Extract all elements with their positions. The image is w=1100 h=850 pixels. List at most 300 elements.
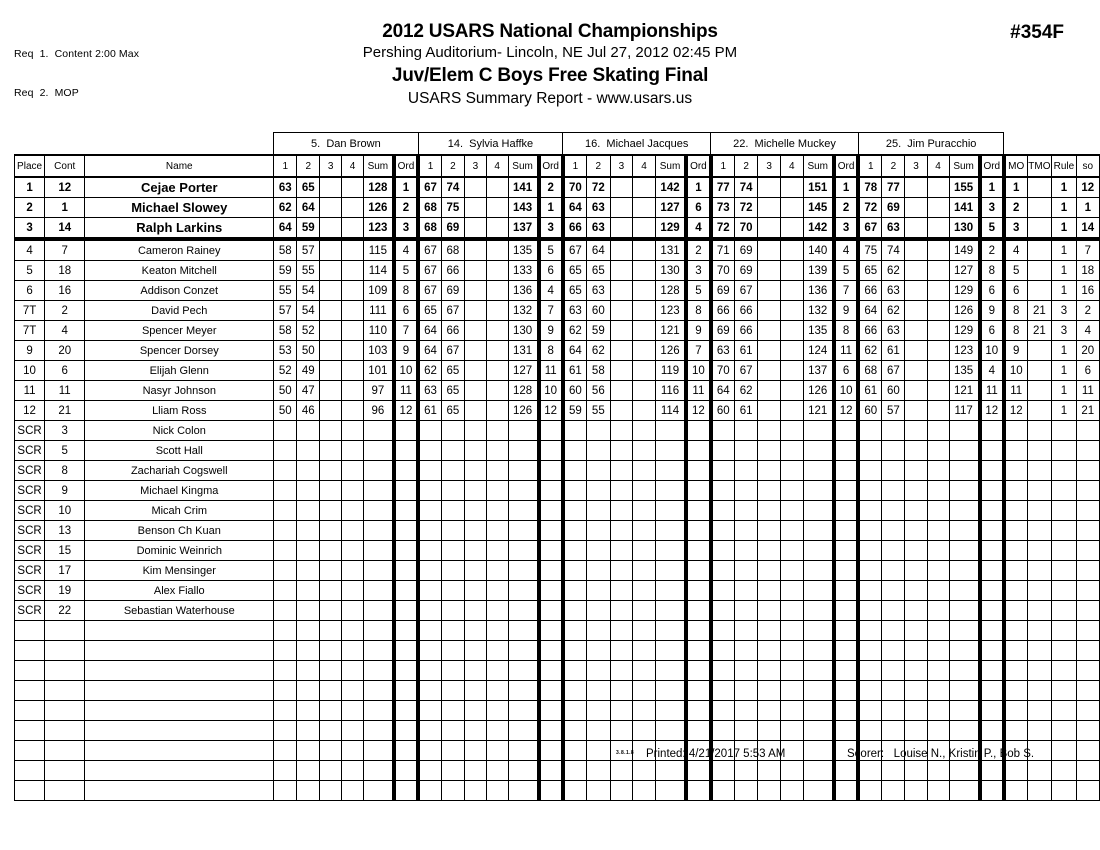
cell-j1-ord <box>394 581 418 601</box>
col-header-mo: MO <box>1004 155 1027 177</box>
cell-j1-s4 <box>342 781 364 801</box>
cell-j5-s1: 75 <box>858 239 881 261</box>
cell-j3-sum <box>655 501 686 521</box>
table-row[interactable] <box>15 239 1100 261</box>
col-header-j4-ord: Ord <box>834 155 858 177</box>
cell-j5-sum <box>949 641 980 661</box>
cell-j5-sum: 141 <box>949 198 980 218</box>
cell-j3-s4 <box>633 621 656 641</box>
cell-cont: 20 <box>45 341 85 361</box>
cell-j4-sum <box>803 561 834 581</box>
cell-j5-s4 <box>927 481 949 501</box>
cell-j1-ord <box>394 501 418 521</box>
cell-j4-ord: 4 <box>834 239 858 261</box>
table-row[interactable] <box>15 218 1100 240</box>
cell-rule: 1 <box>1052 177 1076 198</box>
cell-j3-s2 <box>587 661 611 681</box>
cell-so <box>1076 741 1099 761</box>
cell-j1-s2 <box>297 661 320 681</box>
cell-j1-s2 <box>297 421 320 441</box>
cell-tmo <box>1027 761 1052 781</box>
cell-mo: 11 <box>1004 381 1027 401</box>
cell-j2-s4 <box>486 721 508 741</box>
cell-cont <box>45 681 85 701</box>
cell-j4-ord: 8 <box>834 321 858 341</box>
cell-j2-s4 <box>486 281 508 301</box>
cell-j3-s3 <box>610 218 633 240</box>
cell-j2-s4 <box>486 341 508 361</box>
cell-j4-sum: 142 <box>803 218 834 240</box>
cell-j1-sum <box>363 461 393 481</box>
cell-j3-ord: 4 <box>686 218 710 240</box>
cell-j3-s2 <box>587 621 611 641</box>
cell-j4-s4 <box>780 541 803 561</box>
cell-j1-s3 <box>320 321 342 341</box>
cell-j5-s4 <box>927 621 949 641</box>
cell-cont: 16 <box>45 281 85 301</box>
cell-j1-ord: 11 <box>394 381 418 401</box>
cell-j3-s2 <box>587 681 611 701</box>
table-row[interactable] <box>15 301 1100 321</box>
cell-j1-s4 <box>342 681 364 701</box>
cell-j4-s3 <box>758 239 781 261</box>
banner-spacer <box>1004 133 1027 156</box>
cell-place <box>15 761 45 781</box>
cell-tmo <box>1027 461 1052 481</box>
table-row[interactable] <box>15 341 1100 361</box>
scorer-label: Scorer: <box>847 748 885 760</box>
cell-j3-ord <box>686 561 710 581</box>
cell-place: SCR <box>15 521 45 541</box>
cell-cont: 8 <box>45 461 85 481</box>
cell-j5-s2 <box>882 421 905 441</box>
cell-j3-s4 <box>633 601 656 621</box>
cell-j5-ord <box>980 681 1004 701</box>
cell-j4-ord <box>834 781 858 801</box>
cell-j4-s3 <box>758 481 781 501</box>
cell-j5-s3 <box>905 281 927 301</box>
cell-j2-sum <box>508 761 538 781</box>
cell-j5-sum <box>949 461 980 481</box>
cell-cont: 4 <box>45 321 85 341</box>
cell-j2-s3 <box>464 721 486 741</box>
cell-j3-s1 <box>563 421 587 441</box>
cell-j3-sum <box>655 661 686 681</box>
cell-j3-s3 <box>610 701 633 721</box>
cell-rule: 1 <box>1052 239 1076 261</box>
cell-j1-s1: 58 <box>274 239 297 261</box>
cell-place: SCR <box>15 541 45 561</box>
cell-j5-s1 <box>858 681 881 701</box>
table-row[interactable] <box>15 521 1100 541</box>
cell-j4-s2 <box>734 781 758 801</box>
cell-j1-s3 <box>320 561 342 581</box>
cell-j1-sum <box>363 641 393 661</box>
cell-j1-ord <box>394 661 418 681</box>
table-row[interactable] <box>15 661 1100 681</box>
table-row[interactable] <box>15 541 1100 561</box>
cell-rule: 3 <box>1052 321 1076 341</box>
cell-j4-s4 <box>780 198 803 218</box>
cell-j3-s2: 56 <box>587 381 611 401</box>
col-header-j4-1: 1 <box>711 155 735 177</box>
cell-cont <box>45 661 85 681</box>
cell-j4-s3 <box>758 541 781 561</box>
cell-place <box>15 781 45 801</box>
cell-j4-s2: 69 <box>734 239 758 261</box>
cell-j2-s2: 68 <box>441 239 464 261</box>
cell-j1-ord <box>394 721 418 741</box>
cell-j2-sum <box>508 621 538 641</box>
cell-j4-s3 <box>758 341 781 361</box>
cell-j5-s1: 61 <box>858 381 881 401</box>
cell-name: David Pech <box>85 301 274 321</box>
cell-j3-s4 <box>633 481 656 501</box>
cell-j2-ord <box>539 461 563 481</box>
cell-j1-ord <box>394 641 418 661</box>
cell-j5-sum <box>949 721 980 741</box>
cell-j1-s1: 59 <box>274 261 297 281</box>
cell-j4-s2: 66 <box>734 301 758 321</box>
cell-j2-s2 <box>441 461 464 481</box>
cell-j3-ord: 12 <box>686 401 710 421</box>
cell-j4-s4 <box>780 239 803 261</box>
cell-tmo <box>1027 401 1052 421</box>
cell-j1-s3 <box>320 218 342 240</box>
cell-j1-s4 <box>342 701 364 721</box>
cell-j4-sum <box>803 761 834 781</box>
cell-j4-s4 <box>780 601 803 621</box>
cell-j5-sum <box>949 661 980 681</box>
cell-j2-sum: 131 <box>508 341 538 361</box>
cell-j5-s4 <box>927 341 949 361</box>
table-row[interactable] <box>15 701 1100 721</box>
cell-j4-s1: 60 <box>711 401 735 421</box>
cell-j1-s3 <box>320 461 342 481</box>
cell-j1-s3 <box>320 701 342 721</box>
cell-j3-ord: 9 <box>686 321 710 341</box>
cell-j5-s1 <box>858 781 881 801</box>
cell-j3-s4 <box>633 218 656 240</box>
cell-j2-sum <box>508 641 538 661</box>
cell-j1-s1 <box>274 561 297 581</box>
cell-name: Spencer Meyer <box>85 321 274 341</box>
cell-j4-s2: 74 <box>734 177 758 198</box>
cell-j5-s2 <box>882 621 905 641</box>
cell-rule <box>1052 601 1076 621</box>
cell-j3-s3 <box>610 541 633 561</box>
cell-j3-s1 <box>563 761 587 781</box>
cell-j4-s3 <box>758 177 781 198</box>
cell-j4-s2: 67 <box>734 281 758 301</box>
cell-j2-s2 <box>441 581 464 601</box>
cell-j4-sum <box>803 581 834 601</box>
cell-j5-s4 <box>927 701 949 721</box>
cell-j5-ord <box>980 521 1004 541</box>
cell-j3-s3 <box>610 661 633 681</box>
cell-j3-s3 <box>610 521 633 541</box>
col-header-j2-2: 2 <box>441 155 464 177</box>
cell-j5-s3 <box>905 761 927 781</box>
cell-j1-s4 <box>342 177 364 198</box>
cell-tmo <box>1027 381 1052 401</box>
cell-j3-s3 <box>610 601 633 621</box>
cell-tmo <box>1027 281 1052 301</box>
cell-j3-s2: 62 <box>587 341 611 361</box>
cell-j3-s4 <box>633 701 656 721</box>
cell-j3-s1 <box>563 481 587 501</box>
table-row[interactable] <box>15 198 1100 218</box>
cell-j1-s3 <box>320 239 342 261</box>
cell-j2-ord <box>539 481 563 501</box>
table-row[interactable] <box>15 321 1100 341</box>
col-header-j1-3: 3 <box>320 155 342 177</box>
cell-j3-sum: 119 <box>655 361 686 381</box>
scorer-line <box>847 748 1034 760</box>
col-header-cont: Cont <box>45 155 85 177</box>
cell-j3-sum: 131 <box>655 239 686 261</box>
cell-j2-s1: 64 <box>418 321 441 341</box>
cell-j5-s3 <box>905 321 927 341</box>
cell-place: 1 <box>15 177 45 198</box>
cell-j4-s2 <box>734 421 758 441</box>
cell-j3-s3 <box>610 721 633 741</box>
cell-name: Lliam Ross <box>85 401 274 421</box>
cell-mo <box>1004 621 1027 641</box>
cell-j2-s3 <box>464 661 486 681</box>
table-row[interactable] <box>15 581 1100 601</box>
cell-j1-s2 <box>297 701 320 721</box>
cell-rule <box>1052 641 1076 661</box>
cell-j4-s3 <box>758 421 781 441</box>
table-row[interactable] <box>15 401 1100 421</box>
table-row[interactable] <box>15 481 1100 501</box>
col-header-j5-ord: Ord <box>980 155 1004 177</box>
cell-j3-s1 <box>563 581 587 601</box>
cell-j2-s3 <box>464 381 486 401</box>
col-header-so: so <box>1076 155 1099 177</box>
cell-rule <box>1052 761 1076 781</box>
cell-j1-s2: 59 <box>297 218 320 240</box>
cell-j1-ord <box>394 561 418 581</box>
cell-j2-s3 <box>464 541 486 561</box>
cell-so <box>1076 681 1099 701</box>
cell-j3-sum: 130 <box>655 261 686 281</box>
cell-cont: 15 <box>45 541 85 561</box>
cell-j4-s1: 72 <box>711 218 735 240</box>
cell-j1-ord <box>394 461 418 481</box>
table-row[interactable] <box>15 501 1100 521</box>
cell-rule <box>1052 481 1076 501</box>
cell-so <box>1076 621 1099 641</box>
cell-j5-s1: 64 <box>858 301 881 321</box>
table-row[interactable] <box>15 281 1100 301</box>
table-row[interactable] <box>15 261 1100 281</box>
cell-name: Cameron Rainey <box>85 239 274 261</box>
cell-j5-ord <box>980 481 1004 501</box>
cell-mo <box>1004 481 1027 501</box>
cell-cont: 2 <box>45 301 85 321</box>
cell-j1-sum <box>363 621 393 641</box>
cell-j4-s1 <box>711 521 735 541</box>
cell-name: Spencer Dorsey <box>85 341 274 361</box>
cell-place: SCR <box>15 441 45 461</box>
table-row[interactable] <box>15 681 1100 701</box>
cell-j3-s4 <box>633 321 656 341</box>
cell-j4-s1 <box>711 781 735 801</box>
cell-so <box>1076 601 1099 621</box>
cell-j1-sum: 101 <box>363 361 393 381</box>
cell-j5-ord: 8 <box>980 261 1004 281</box>
cell-j4-s2 <box>734 761 758 781</box>
cell-cont: 17 <box>45 561 85 581</box>
cell-j2-s4 <box>486 761 508 781</box>
cell-j3-s1 <box>563 781 587 801</box>
cell-j5-s2 <box>882 681 905 701</box>
cell-j2-s2: 67 <box>441 301 464 321</box>
cell-j3-ord <box>686 581 710 601</box>
cell-j3-s3 <box>610 261 633 281</box>
cell-j3-s1: 65 <box>563 261 587 281</box>
cell-j2-ord <box>539 421 563 441</box>
cell-j2-s2: 74 <box>441 177 464 198</box>
cell-place: 4 <box>15 239 45 261</box>
cell-j1-sum: 111 <box>363 301 393 321</box>
table-row[interactable] <box>15 361 1100 381</box>
table-row[interactable] <box>15 621 1100 641</box>
cell-j1-sum: 110 <box>363 321 393 341</box>
cell-j3-s4 <box>633 401 656 421</box>
cell-j2-s2 <box>441 681 464 701</box>
table-row[interactable] <box>15 761 1100 781</box>
cell-name <box>85 681 274 701</box>
table-row[interactable] <box>15 641 1100 661</box>
cell-j2-s3 <box>464 501 486 521</box>
results-table-wrapper <box>14 132 1100 801</box>
cell-j2-s4 <box>486 321 508 341</box>
cell-j4-s1 <box>711 581 735 601</box>
cell-j4-s3 <box>758 501 781 521</box>
cell-j4-ord <box>834 481 858 501</box>
col-header-name: Name <box>85 155 274 177</box>
table-row[interactable] <box>15 177 1100 198</box>
cell-place <box>15 641 45 661</box>
cell-j4-ord <box>834 761 858 781</box>
cell-j1-ord <box>394 741 418 761</box>
cell-j5-s3 <box>905 261 927 281</box>
cell-j4-sum <box>803 441 834 461</box>
cell-j5-s3 <box>905 481 927 501</box>
cell-name <box>85 741 274 761</box>
cell-j5-s3 <box>905 301 927 321</box>
col-header-j1-ord: Ord <box>394 155 418 177</box>
cell-tmo <box>1027 481 1052 501</box>
cell-j5-ord: 6 <box>980 281 1004 301</box>
cell-j5-sum <box>949 501 980 521</box>
cell-j3-s4 <box>633 661 656 681</box>
table-row[interactable] <box>15 561 1100 581</box>
cell-j4-s2 <box>734 501 758 521</box>
cell-j5-s2 <box>882 701 905 721</box>
report-header <box>230 20 870 110</box>
table-row[interactable] <box>15 601 1100 621</box>
cell-j4-s4 <box>780 177 803 198</box>
cell-j4-ord <box>834 441 858 461</box>
cell-j5-ord <box>980 561 1004 581</box>
cell-j1-ord <box>394 541 418 561</box>
cell-j5-s3 <box>905 721 927 741</box>
cell-j5-ord <box>980 781 1004 801</box>
cell-j4-s3 <box>758 321 781 341</box>
cell-j3-s1 <box>563 661 587 681</box>
cell-j2-ord <box>539 681 563 701</box>
table-row[interactable] <box>15 721 1100 741</box>
cell-j5-s2: 67 <box>882 361 905 381</box>
cell-j5-s2 <box>882 781 905 801</box>
cell-j2-s3 <box>464 561 486 581</box>
cell-j5-s2: 63 <box>882 281 905 301</box>
cell-j1-s2 <box>297 561 320 581</box>
cell-j4-sum <box>803 481 834 501</box>
cell-j4-ord: 6 <box>834 361 858 381</box>
cell-j1-s2 <box>297 741 320 761</box>
cell-j4-s1 <box>711 421 735 441</box>
cell-cont <box>45 761 85 781</box>
cell-j3-s1: 70 <box>563 177 587 198</box>
cell-j4-sum: 135 <box>803 321 834 341</box>
cell-j3-sum: 123 <box>655 301 686 321</box>
event-title: Juv/Elem C Boys Free Skating Final <box>391 65 709 86</box>
cell-so: 12 <box>1076 177 1099 198</box>
cell-j2-s1 <box>418 661 441 681</box>
cell-j4-sum <box>803 721 834 741</box>
cell-j2-s3 <box>464 461 486 481</box>
cell-j1-s3 <box>320 361 342 381</box>
cell-j5-sum <box>949 521 980 541</box>
cell-j2-s2 <box>441 781 464 801</box>
table-row[interactable] <box>15 441 1100 461</box>
cell-j3-s1: 66 <box>563 218 587 240</box>
cell-j3-ord <box>686 661 710 681</box>
table-row[interactable] <box>15 381 1100 401</box>
cell-j2-s2 <box>441 441 464 461</box>
cell-j3-ord <box>686 601 710 621</box>
cell-j2-s4 <box>486 481 508 501</box>
cell-j4-s1 <box>711 641 735 661</box>
cell-j1-s1 <box>274 721 297 741</box>
cell-j5-s2 <box>882 561 905 581</box>
cell-j3-s4 <box>633 441 656 461</box>
cell-j5-ord <box>980 541 1004 561</box>
cell-j4-s3 <box>758 461 781 481</box>
cell-j5-s3 <box>905 501 927 521</box>
table-row[interactable] <box>15 461 1100 481</box>
cell-j2-ord: 2 <box>539 177 563 198</box>
cell-j3-s1: 64 <box>563 341 587 361</box>
cell-j3-sum: 129 <box>655 218 686 240</box>
cell-j3-s3 <box>610 761 633 781</box>
table-row[interactable] <box>15 781 1100 801</box>
cell-j4-s2 <box>734 561 758 581</box>
cell-j3-s1 <box>563 461 587 481</box>
cell-name: Micah Crim <box>85 501 274 521</box>
cell-rule <box>1052 781 1076 801</box>
cell-j1-s2 <box>297 461 320 481</box>
cell-j5-s3 <box>905 177 927 198</box>
cell-j2-s3 <box>464 761 486 781</box>
table-row[interactable] <box>15 421 1100 441</box>
cell-j3-ord <box>686 501 710 521</box>
